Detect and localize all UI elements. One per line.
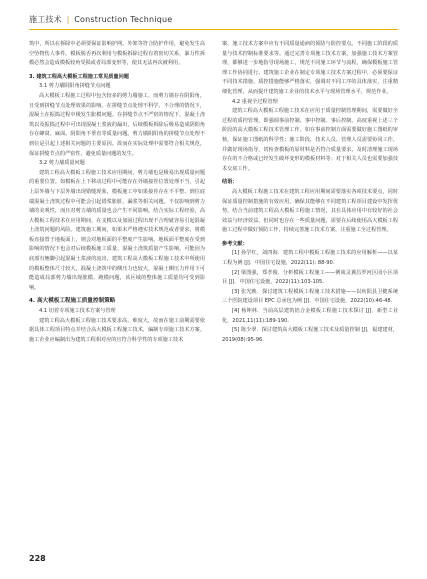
paragraph: 高大模板工程施工过程中包含较多的剪力墙施工，而剪力墙存在阴阳角，且受到拼缝节点处理效果的影响。在拼缝节点处理不科学、不合理的情况下，混凝土在振捣过程中极发生胀模问题。在拼缝节点不严密的情况下，混凝土浇筑以及振捣过程中可出现混凝土浆液的漏出，后续模板拆除后极易造成阴阳角存在蜂窝、麻面、阴阳角不垂直等质量问题。剪力墙阴阳角的拼缝节点处理不到位是引起上述相关问题的主要原因。故而在实际处理中需要符合相关规范，保证拼缝节点的严密性，避免质量问题的发生。 <box>29 92 205 157</box>
page-header <box>29 14 398 28</box>
paragraph: 筑中，所以在拆除中必须要保证影响护网、外架等符合防护作用，避免发生高空坠物伤人事件。模板脱否再次利用与模板拆除过程有着密切关系，暴力性拆模必然会造成模板较角受损或者局部变形等，使其无法再次被利用。 <box>29 41 205 67</box>
reference-item: [1] 孙学红，刘四海．建筑工程中模板工程施工技术的应用解析——以某工程为例 [J]．中国住宅设施，2022(11): 88-90. <box>222 250 398 267</box>
subheading-3-1: 3.1 剪力墙阴阳角拼缝节点问题 <box>39 83 111 90</box>
reference-item: [5] 陈少翠．探讨建筑高大模板工程施工技术及质量控制 [J]．福建建材，2019(08):95-96. <box>222 327 398 343</box>
reference-item: [2] 梁图强，郑孝俊．分析模板工程施工——例谈灵翼昌罗河区园小区项目 [J]．中国住宅设施，2022(11):103-105. <box>222 269 398 286</box>
paragraph: 建筑工程高大模板工程施工技术要求高，难度大，故而在施工前期需要依据具体工程项目特点并结合高大模板工程施工技术，编制专项施工技术方案。施工企业应编制出为建筑工程相对应的且符合科学性的专项施工技术 <box>29 317 205 343</box>
paragraph: 建筑工程高大模板工程施工技术应用期间，剪力墙也是极易出现质量问题的重要位置。如模板在上下移动过程中可能存在外墙接茬位置处理不当，引起上层外墙与下层外墙出现错缝现象，模板施工中如果接茬存在不平整、到位底端混凝土浇筑过程中可能会引起错浆胀脏，漏浆等相关问题。不仅影响到剪力墙的美观性，而且对剪力墙的质量也会产生不同影响。结合实际工程经验，高大模板工程技术在应用期间，在支模以及加固过程出现不合理就容易引起混凝土浇筑问题的风险。建筑施工期间，如果未严格遵实技术规范或者要求，将模板直接置于地板面上，则会对地板面的平整度产生影响。地板面平整度在受到影响的情况下也会对后续模板施工质量、混凝土浇筑质量产生影响。可能因为底部有翘脚引起混凝土浆液的流出，建筑工程高大模板工程施工技术中所使用的模板整体尺寸较大，混凝土浇筑中的侧压力也较大，混凝土侧压力作用下可能造成局部剪力墙出现胀模、跑模问题，该区域的整体施工质量均可受到影响。 <box>29 169 205 291</box>
title-separator: | <box>66 15 70 24</box>
subheading-4-1: 4.1 切着专项施工技术方案与管理 <box>39 308 116 315</box>
reference-item: [3] 张光映．探讨建筑工程模板工程施工技术措施——以疾阳县卫健系统三个医院建设项目 EPC 总承包为例 [J]．中国住宅设施，2022(10):46-48. <box>222 288 398 305</box>
subheading-3-2: 3.2 剪力墙质量问题 <box>39 160 85 167</box>
right-column <box>222 40 398 345</box>
references-heading: 参考文献： <box>222 240 248 247</box>
conclusion-paragraph: 高大模板工程施工技术在建筑工程应用期间需要落实各项技术要点，同时保证质量控制措施的有效应用，确保其能够在不同建筑工程项目建设中发挥优势。结合当前建筑工程高大模板工程施工情况，其在具体应用中有较好的社会效益与经济效益，但同时也存在一些质量问题，需要在后续使用高大模板工程施工过程中做好预防工作，持续完善施工技术方案，注重施工全过程管理。 <box>222 188 398 234</box>
running-title <box>29 14 398 25</box>
reference-item: [4] 杨坤林．当前高层建筑铝合金模板工程施工技术探讨 [J]．新型工业化，2021,11(11):189-190. <box>222 308 398 324</box>
subheading-4-2: 4.2 重视全过程管理 <box>232 98 278 105</box>
section-heading-4: 4. 高大模板工程施工质量控制策略 <box>29 298 116 305</box>
paragraph: 建筑工程高大模板工程施工技术在应用于质量控制管理期间，需要做好全过程的质控管理，即强调事前控制、事中控制、事后控制。高度重视上述三个阶段的高大模板工程技术管理工作。如在事前控制方面需要做好施工图纸的审核，保证施工图纸的科学性；施工阶段，技术人员、管理人员需要协同工作，并做好现场指导，切检查模板的原材料是否符合质量要求，及时清理施工现场存在的不合格或已经发生破坏变形的模板材料等；对于相关人员也需要加强技术交底工作。 <box>222 108 398 172</box>
paragraph: 案，施工技术方案中应有不同质量通病的预防与防控要点。不同施工阶段的质量与技术控制标准要求等。通过完善专项施工技术方案，加强施工技术方案管理，都够进一步地指导现场施工，规范不同施工环节与流程，确保模板施工管理工作协同进行。建筑施工企业在制定专项施工技术方案过程中，必须要保证不同技术措施、质控措施能够严格落实，强调对不同工序的具体落实，注重精细化管理，从而提升建筑施工企业的技术水平与现场管理水平，规范作业。 <box>222 41 398 95</box>
conclusion-heading: 结语： <box>222 179 238 186</box>
page-number: 228 <box>29 554 46 563</box>
section-heading-3: 3. 建筑工程高大模板工程施工常见质量问题 <box>29 73 129 80</box>
section-name-en: Construction Technique <box>74 15 173 24</box>
header-rule <box>29 29 398 30</box>
section-name: 施工技术 <box>29 15 62 24</box>
left-column <box>29 40 205 345</box>
